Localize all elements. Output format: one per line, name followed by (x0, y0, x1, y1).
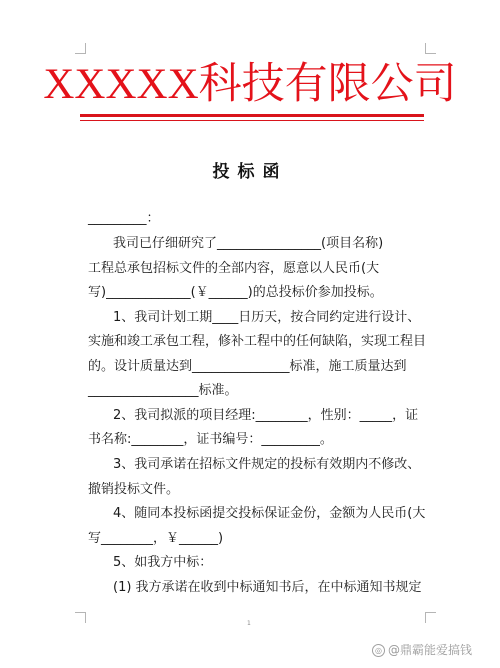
document-title: 投标函 (212, 162, 288, 182)
body-line: (1) 我方承诺在收到中标通知书后，在中标通知书规定 (113, 580, 422, 595)
watermark-logo-icon: ◎ (372, 644, 385, 657)
body-line: 1、我司计划工期____日历天，按合同约定进行设计、 (113, 310, 421, 325)
body-line: 写________，￥______) (88, 531, 224, 546)
page-number: 1 (247, 620, 251, 627)
margin-corner-bottom-left (75, 612, 86, 623)
letterhead-thick-rule (80, 114, 424, 117)
body-line: 撤销投标文件。 (88, 482, 180, 497)
body-line: 工程总承包招标文件的全部内容，愿意以人民币(大 (88, 261, 380, 276)
body-line: 的。设计质量达到_______________标准，施工质量达到 (88, 359, 407, 374)
margin-corner-top-right (425, 43, 436, 54)
letterhead-thin-rule (80, 120, 424, 121)
body-line: 写)_____________(￥______)的总投标价参加投标。 (88, 285, 383, 300)
watermark-text: @鼎霸能爱搞钱 (388, 643, 473, 657)
body-line: 5、如我方中标： (113, 555, 213, 570)
body-line: 3、我司承诺在招标文件规定的投标有效期内不修改、 (113, 457, 421, 472)
body-line: _________________标准。 (88, 383, 238, 398)
watermark (372, 641, 472, 658)
recipient-line: _________： (88, 211, 160, 226)
body-line: 2、我司拟派的项目经理:________，性别：_____，证 (113, 408, 419, 423)
margin-corner-bottom-right (425, 612, 436, 623)
body-line: 实施和竣工承包工程，修补工程中的任何缺陷，实现工程目 (88, 334, 427, 349)
company-letterhead: XXXXX科技有限公司 (43, 61, 457, 108)
margin-corner-top-left (75, 43, 86, 54)
body-line: 4、随同本投标函提交投标保证金份，金额为人民币(大 (113, 506, 426, 521)
body-line: 书名称:________，证书编号：_________。 (88, 432, 333, 447)
body-line: 我司已仔细研究了________________(项目名称) (113, 236, 384, 251)
